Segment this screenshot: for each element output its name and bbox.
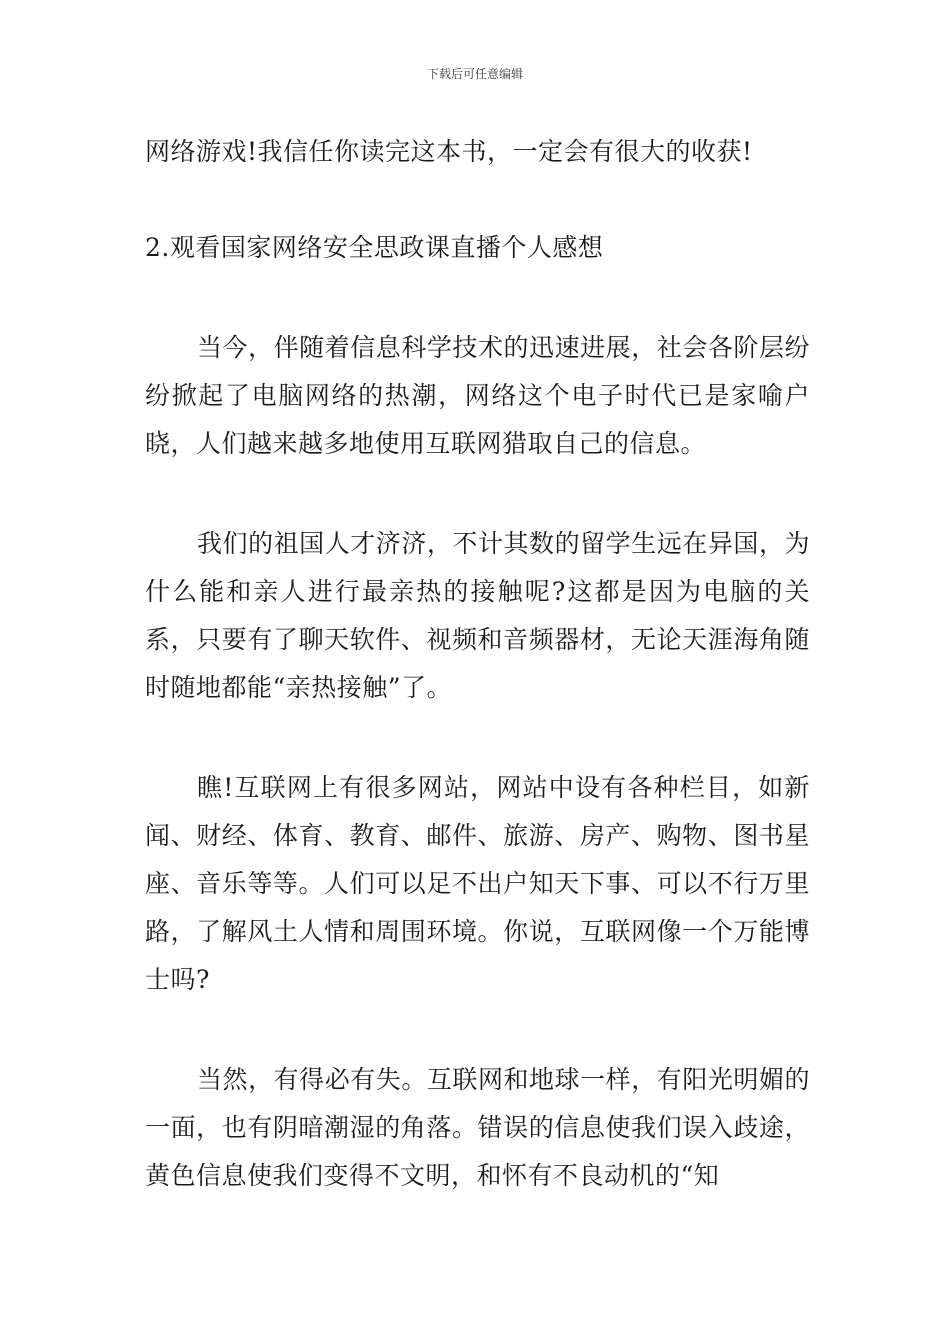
document-body	[145, 128, 810, 1200]
paragraph-3: 瞧!互联网上有很多网站，网站中设有各种栏目，如新闻、财经、体育、教育、邮件、旅游、房产、购物、图书星座、音乐等等。人们可以足不出户知天下事、可以不行万里路，了解风土人情和周围环境。你说，互联网像一个万能博士吗?	[145, 773, 810, 994]
paragraph-4: 当然，有得必有失。互联网和地球一样，有阳光明媚的一面，也有阴暗潮湿的角落。错误的信息使我们误入歧途，黄色信息使我们变得不文明，和怀有不良动机的“知	[145, 1065, 810, 1190]
paragraph-2: 我们的祖国人才济济，不计其数的留学生远在异国，为什么能和亲人进行最亲热的接触呢?这都是因为电脑的关系，只要有了聊天软件、视频和音频器材，无论天涯海角随时随地都能“亲热接触”了。	[145, 529, 810, 702]
page-header-note: 下载后可任意编辑	[426, 67, 523, 81]
section-heading: 2.观看国家网络安全思政课直播个人感想	[145, 233, 604, 262]
opening-line: 网络游戏!我信任你读完这本书，一定会有很大的收获!	[145, 137, 753, 166]
paragraph-1: 当今，伴随着信息科学技术的迅速进展，社会各阶层纷纷掀起了电脑网络的热潮，网络这个电子时代已是家喻户晓，人们越来越多地使用互联网猎取自己的信息。	[145, 333, 810, 458]
